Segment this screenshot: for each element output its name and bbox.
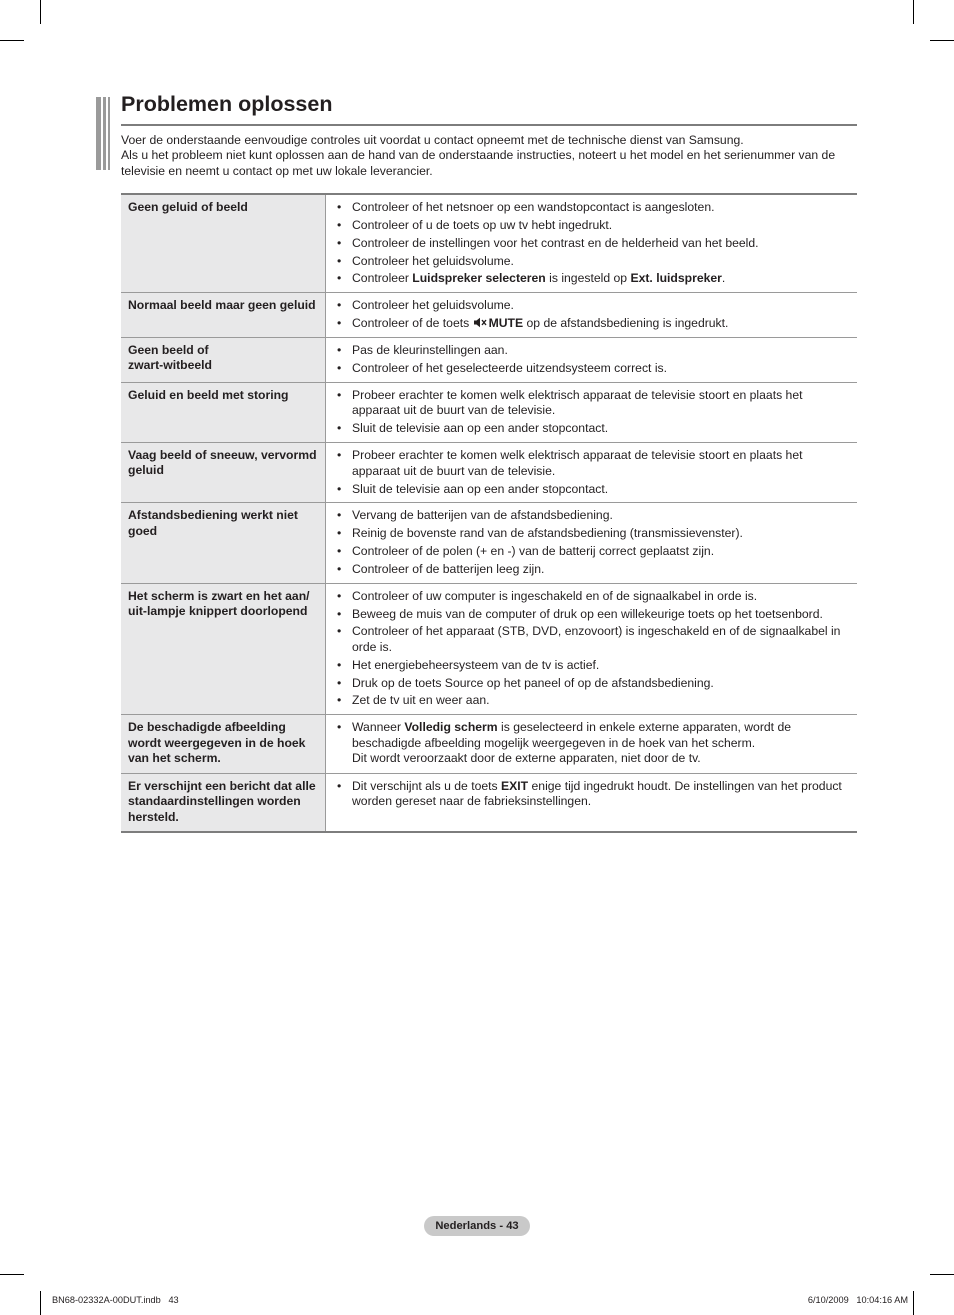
solution-text: Controleer de instellingen voor het contrast en de helderheid van het beeld.	[352, 235, 759, 250]
solution-item	[337, 388, 849, 419]
problem-label: Het scherm is zwart en het aan/ uit-lampje knippert doorlopend	[128, 588, 310, 619]
solution-list	[337, 388, 849, 437]
crop-mark-top-left-h	[0, 40, 24, 41]
problem-cell	[121, 583, 326, 714]
solution-text: op de afstandsbediening is ingedrukt.	[523, 316, 729, 331]
solution-item	[337, 271, 849, 287]
solution-text-bold: Ext. luidspreker	[630, 271, 722, 286]
solution-text: Controleer	[352, 271, 413, 286]
solution-item	[337, 658, 849, 674]
solution-text: Wanneer	[352, 720, 405, 735]
solution-item	[337, 421, 849, 437]
mute-speaker-icon	[473, 317, 487, 328]
solutions-cell	[326, 442, 858, 502]
solution-text: is ingesteld op	[545, 271, 631, 286]
solution-list	[337, 298, 849, 331]
solution-item	[337, 676, 849, 692]
problem-cell	[121, 194, 326, 293]
solution-text: Beweeg de muis van de computer of druk op een willekeurige toets op het toetsenbord.	[352, 606, 823, 621]
solution-item	[337, 562, 849, 578]
crop-mark-bottom-left-h	[0, 1274, 24, 1275]
table-row	[121, 194, 857, 293]
solution-text: Controleer of de batterijen leeg zijn.	[352, 561, 545, 576]
intro-paragraph: Voer de onderstaande eenvoudige controles uit voordat u contact opneemt met de technische dienst van Samsung.	[121, 133, 744, 147]
solutions-cell	[326, 773, 858, 832]
solution-item	[337, 316, 849, 332]
crop-mark-bottom-right-v	[913, 1291, 914, 1315]
solution-item	[337, 298, 849, 314]
troubleshooting-table	[121, 193, 857, 833]
table-row	[121, 503, 857, 583]
solution-item	[337, 236, 849, 252]
intro-text	[121, 133, 857, 179]
solution-list	[337, 343, 849, 376]
solution-text: Sluit de televisie aan op een ander stopcontact.	[352, 481, 609, 496]
solution-text: Controleer of de toets	[352, 316, 473, 331]
solution-text: is geselecteerd in enkele externe apparaten, wordt de beschadigde afbeelding mogelijk weergegeven in de hoek van het scherm. Dit wordt veroorzaakt door de externe apparaten, niet door de tv.	[352, 720, 792, 766]
print-slug-date: 6/10/2009 10:04:16 AM	[807, 1295, 908, 1305]
solution-item	[337, 482, 849, 498]
problem-label: Vaag beeld of sneeuw, vervormd geluid	[128, 447, 317, 478]
solution-list	[337, 448, 849, 497]
solution-text: Probeer erachter te komen welk elektrisch apparaat de televisie stoort en plaats het apparaat uit de buurt van de televisie.	[352, 448, 806, 478]
solution-item	[337, 508, 849, 524]
solutions-cell	[326, 583, 858, 714]
solution-item	[337, 254, 849, 270]
solution-text: Pas de kleurinstellingen aan.	[352, 343, 508, 358]
solution-list	[337, 720, 849, 767]
title-divider	[121, 124, 857, 126]
solution-text: Zet de tv uit en weer aan.	[352, 693, 490, 708]
problem-label: Normaal beeld maar geen geluid	[128, 298, 316, 313]
solution-item	[337, 544, 849, 560]
solution-text: Controleer of u de toets op uw tv hebt ingedrukt.	[352, 217, 613, 232]
solution-item	[337, 720, 849, 767]
solution-text: Probeer erachter te komen welk elektrisch apparaat de televisie stoort en plaats het apparaat uit de buurt van de televisie.	[352, 387, 806, 418]
solution-item	[337, 607, 849, 623]
decorative-bar	[96, 97, 101, 170]
solution-list	[337, 589, 849, 709]
solution-item	[337, 693, 849, 709]
solution-item	[337, 361, 849, 377]
solution-text-bold: Luidspreker selecteren	[412, 271, 546, 286]
solution-text: Controleer of de polen (+ en -) van de batterij correct geplaatst zijn.	[352, 544, 715, 559]
solution-text: Sluit de televisie aan op een ander stopcontact.	[352, 421, 609, 436]
print-slug-file: BN68-02332A-00DUT.indb 43	[52, 1295, 179, 1305]
page-title: Problemen oplossen	[121, 92, 333, 116]
solution-text: Controleer of het geselecteerde uitzendsysteem correct is.	[352, 360, 668, 375]
decorative-bar	[108, 97, 110, 170]
solutions-cell	[326, 194, 858, 293]
problem-label: Geen geluid of beeld	[128, 200, 248, 214]
table-row	[121, 293, 857, 338]
solution-text: Vervang de batterijen van de afstandsbediening.	[352, 508, 613, 523]
solution-list	[337, 508, 849, 577]
solution-text: Reinig de bovenste rand van de afstandsbediening (transmissievenster).	[352, 526, 743, 541]
table-body	[121, 194, 857, 832]
solution-text-bold: Volledig scherm	[404, 720, 498, 735]
solutions-cell	[326, 293, 858, 338]
solution-item	[337, 218, 849, 234]
solution-list	[337, 779, 849, 810]
problem-cell	[121, 442, 326, 502]
crop-mark-top-right-v	[913, 0, 914, 24]
solution-text: Controleer of het netsnoer op een wandstopcontact is aangesloten.	[352, 200, 715, 215]
solutions-cell	[326, 503, 858, 583]
crop-mark-bottom-right-h	[930, 1274, 954, 1275]
solution-item	[337, 343, 849, 359]
crop-mark-bottom-left-v	[40, 1291, 41, 1315]
problem-cell	[121, 773, 326, 832]
crop-mark-top-left-v	[40, 0, 41, 24]
problem-label: Geluid en beeld met storing	[128, 387, 289, 402]
table-row	[121, 715, 857, 774]
table-row	[121, 337, 857, 382]
intro-paragraph: Als u het probleem niet kunt oplossen aan de hand van de onderstaande instructies, noteert u het model en het serienummer van de televisie en neemt u contact op met uw lokale leverancier.	[121, 148, 836, 178]
solution-item	[337, 526, 849, 542]
solutions-cell	[326, 382, 858, 442]
solution-item	[337, 589, 849, 605]
table-row	[121, 442, 857, 502]
table-row	[121, 773, 857, 832]
problem-label: De beschadigde afbeelding wordt weergegeven in de hoek van het scherm.	[128, 720, 306, 766]
solution-item	[337, 200, 849, 216]
problem-cell	[121, 337, 326, 382]
solution-item	[337, 624, 849, 655]
solution-text: Controleer of uw computer is ingeschakeld en of de signaalkabel in orde is.	[352, 588, 758, 603]
problem-label: Afstandsbediening werkt niet goed	[128, 508, 298, 538]
solution-text: Controleer het geluidsvolume.	[352, 298, 514, 313]
solution-text: enige tijd ingedrukt houdt. De instellingen van het product worden gereset naar de fabrieksinstellingen.	[352, 778, 846, 809]
problem-cell	[121, 382, 326, 442]
problem-label: Er verschijnt een bericht dat alle standaardinstellingen worden hersteld.	[128, 778, 316, 824]
solutions-cell	[326, 715, 858, 774]
crop-mark-top-right-h	[930, 40, 954, 41]
solution-text: Het energiebeheersysteem van de tv is actief.	[352, 657, 600, 672]
table-row	[121, 382, 857, 442]
solution-item	[337, 779, 849, 810]
problem-label: Geen beeld of zwart-witbeeld	[128, 342, 212, 373]
solution-text-bold: MUTE	[488, 316, 524, 331]
table-row	[121, 583, 857, 714]
problem-cell	[121, 715, 326, 774]
solutions-cell	[326, 337, 858, 382]
solution-text: Controleer het geluidsvolume.	[352, 253, 514, 268]
problem-cell	[121, 503, 326, 583]
solution-text: .	[721, 271, 726, 286]
solution-text-bold: EXIT	[501, 778, 529, 793]
problem-cell	[121, 293, 326, 338]
solution-list	[337, 200, 849, 287]
solution-item	[337, 448, 849, 479]
solution-text: Controleer of het apparaat (STB, DVD, enzovoort) is ingeschakeld en of de signaalkabel in orde is.	[352, 624, 844, 654]
decorative-bar	[103, 97, 106, 170]
solution-text: Druk op de toets Source op het paneel of op de afstandsbediening.	[352, 675, 714, 690]
page-number-badge: Nederlands - 43	[424, 1216, 530, 1236]
solution-text: Dit verschijnt als u de toets	[352, 778, 502, 793]
